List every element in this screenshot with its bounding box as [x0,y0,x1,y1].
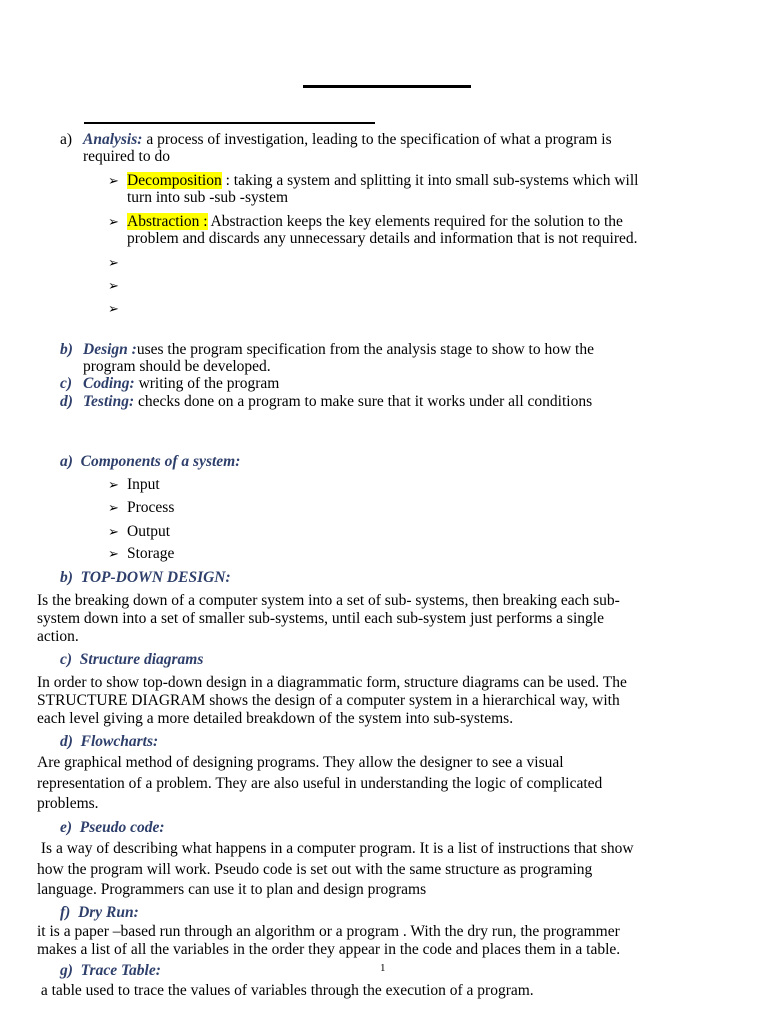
design-term: Design : [83,341,137,358]
pseudo-line: language. Programmers can use it to plan and design programs [37,881,427,898]
title-rule [303,85,471,88]
component-storage: Storage [127,545,175,562]
pseudo-paragraph [37,839,727,901]
flowcharts-line: problems. [37,795,99,812]
testing-term: Testing: [83,393,135,410]
empty-arrow-bullet-icon: ➢ [108,302,119,317]
components-heading: a) Components of a system: [60,453,241,470]
testing-text [83,393,592,411]
coding-letter: c) [60,375,73,392]
structure-line: STRUCTURE DIAGRAM shows the design of a computer system in a hierarchical way, with [37,692,620,709]
dryrun-line: makes a list of all the variables in the order they appear in the code and places them in a table. [37,941,621,958]
topdown-line: system down into a set of smaller sub-systems, until each sub-system just performs a single [37,610,604,627]
flowcharts-paragraph [37,753,727,815]
topdown-line: action. [37,628,79,645]
design-text [83,341,733,375]
analysis-item [60,131,72,149]
coding-text [83,375,279,393]
design-line1: uses the program specification from the analysis stage to show to how the [136,341,594,358]
decomposition-term: Decomposition [127,172,222,189]
analysis-term: Analysis: [83,131,143,148]
analysis-letter: a) [60,131,73,148]
structure-line: In order to show top-down design in a diagrammatic form, structure diagrams can be used. The [37,674,627,691]
arrow-bullet-icon: ➢ [108,547,119,562]
arrow-bullet-icon: ➢ [108,174,119,189]
dryrun-heading: f) Dry Run: [60,904,139,921]
analysis-text [83,131,743,165]
arrow-bullet-icon: ➢ [108,215,119,230]
page-number: 1 [380,962,386,974]
decomposition-line2: turn into sub -sub -system [127,189,289,206]
flowcharts-line: representation of a problem. They are also useful in understanding the logic of complicated [37,774,603,792]
design-line2: program should be developed. [83,358,271,375]
abstraction-line2: problem and discards any unnecessary details and information that is not required. [127,230,638,247]
trace-heading: g) Trace Table: [60,962,161,979]
flowcharts-line: Are graphical method of designing programs. They allow the designer to see a visual [37,754,564,771]
abstraction-line1: Abstraction keeps the key elements required for the solution to the [207,213,623,230]
trace-line: a table used to trace the values of variables through the execution of a program. [37,982,534,999]
arrow-bullet-icon: ➢ [108,478,119,493]
topdown-heading: b) TOP-DOWN DESIGN: [60,569,231,586]
coding-line: writing of the program [134,375,280,392]
structure-heading: c) Structure diagrams [60,651,204,668]
arrow-bullet-icon: ➢ [108,501,119,516]
trace-paragraph [37,982,727,1000]
empty-arrow-bullet-icon: ➢ [108,256,119,271]
pseudo-heading: e) Pseudo code: [60,819,165,836]
testing-line: checks done on a program to make sure that it works under all conditions [134,393,593,410]
component-output: Output [127,523,171,540]
testing-letter: d) [60,393,73,410]
analysis-line1: a process of investigation, leading to the specification of what a program is [142,131,612,148]
decomposition-line1: : taking a system and splitting it into small sub-systems which will [221,172,639,189]
pseudo-line: how the program will work. Pseudo code is set out with the same structure as programing [37,860,593,878]
component-process: Process [127,499,175,516]
topdown-line: Is the breaking down of a computer system into a set of sub- systems, then breaking each sub- [37,592,620,609]
decomposition-bullet [127,172,737,206]
arrow-bullet-icon: ➢ [108,525,119,540]
dryrun-line: it is a paper –based run through an algorithm or a program . With the dry run, the programmer [37,923,620,940]
coding-term: Coding: [83,375,135,392]
component-input: Input [127,476,160,493]
empty-arrow-bullet-icon: ➢ [108,279,119,294]
design-letter: b) [60,341,73,358]
subtitle-rule [84,122,375,124]
abstraction-bullet [127,213,747,247]
analysis-line2: required to do [83,148,170,165]
flowcharts-heading: d) Flowcharts: [60,733,159,750]
structure-paragraph [37,674,727,728]
dryrun-paragraph [37,923,727,959]
abstraction-term: Abstraction : [127,213,208,230]
topdown-paragraph [37,592,727,646]
structure-line: each level giving a more detailed breakdown of the system into sub-systems. [37,710,514,727]
pseudo-line: Is a way of describing what happens in a computer program. It is a list of instructions that show [37,840,634,857]
